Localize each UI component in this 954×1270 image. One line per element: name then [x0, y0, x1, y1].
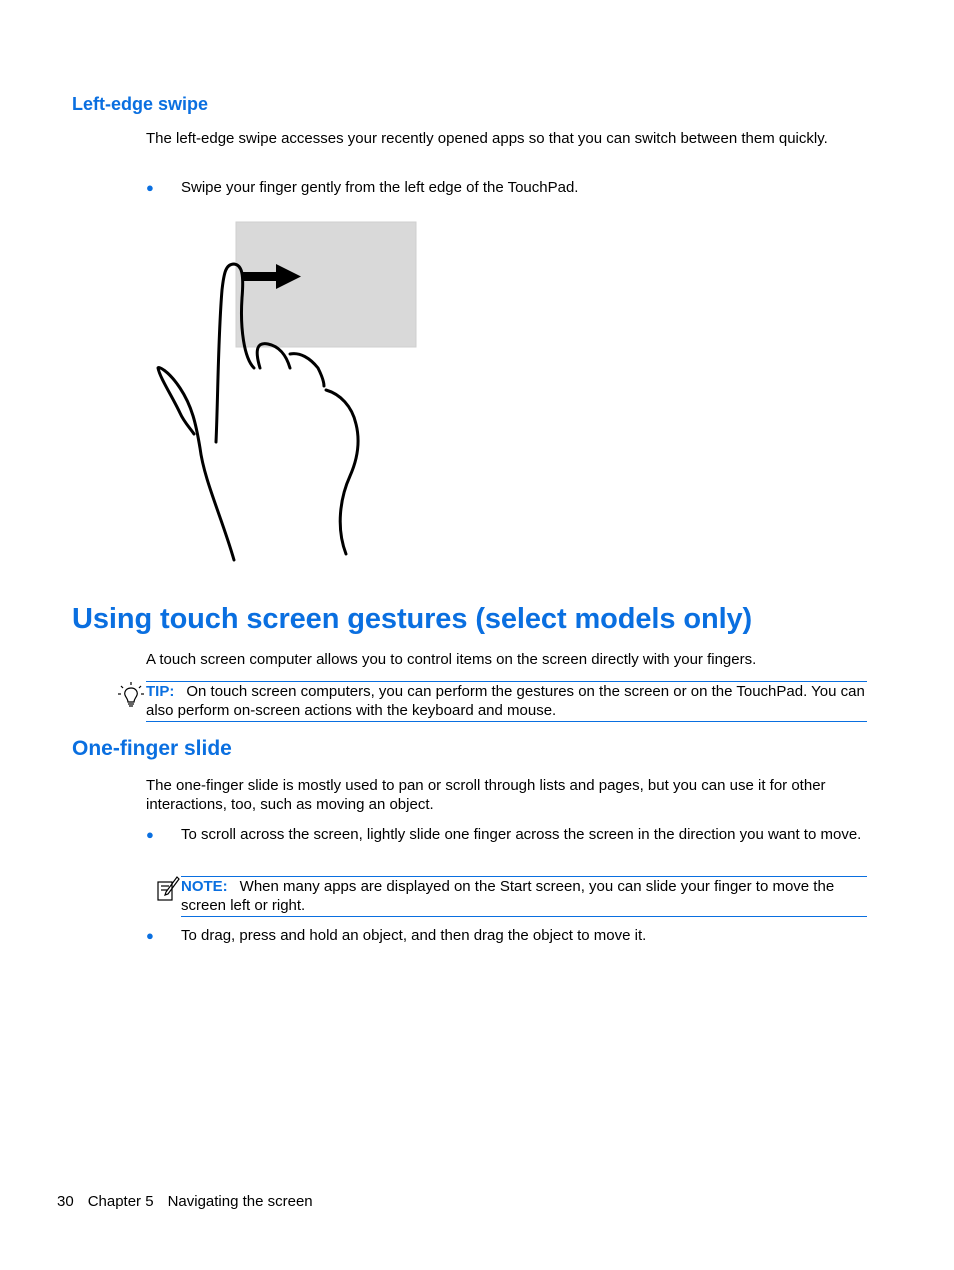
hand-swipe-right-icon	[150, 218, 430, 568]
chapter-title: Navigating the screen	[167, 1193, 313, 1210]
note-callout	[181, 876, 867, 917]
list-item-text: Swipe your finger gently from the left edge of the TouchPad.	[181, 179, 579, 196]
tip-callout	[146, 681, 867, 722]
page-number: 30	[57, 1193, 74, 1210]
chapter-label: Chapter 5	[87, 1193, 154, 1210]
note-text: When many apps are displayed on the Start screen, you can slide your finger to move the screen left or right.	[181, 878, 835, 914]
list-item-text: To scroll across the screen, lightly slide one finger across the screen in the direction you want to move.	[181, 826, 862, 843]
touch-screen-intro: A touch screen computer allows you to control items on the screen directly with your fingers.	[146, 651, 757, 668]
bullet-icon: ●	[146, 928, 154, 943]
left-edge-swipe-intro: The left-edge swipe accesses your recently opened apps so that you can switch between them quickly.	[146, 130, 828, 147]
note-pencil-icon	[156, 876, 180, 907]
section-heading-left-edge-swipe: Left-edge swipe	[72, 94, 209, 114]
one-finger-slide-intro: The one-finger slide is mostly used to pan or scroll through lists and pages, but you can use it for other interactions, too, such as moving an object.	[146, 777, 826, 813]
page-title: Using touch screen gestures (select models only)	[72, 603, 753, 635]
section-heading-one-finger-slide: One-finger slide	[72, 737, 232, 760]
lightbulb-icon	[118, 682, 144, 715]
left-edge-swipe-illustration	[150, 218, 430, 573]
tip-label: TIP:	[146, 683, 175, 700]
page-footer	[57, 1192, 327, 1211]
bullet-icon: ●	[146, 827, 154, 842]
note-label: NOTE:	[181, 878, 228, 895]
list-item-text: To drag, press and hold an object, and then drag the object to move it.	[181, 927, 647, 944]
tip-text: On touch screen computers, you can perform the gestures on the screen or on the TouchPad. You can also perform on-screen actions with the keyboard and mouse.	[146, 683, 865, 719]
bullet-icon: ●	[146, 180, 154, 195]
